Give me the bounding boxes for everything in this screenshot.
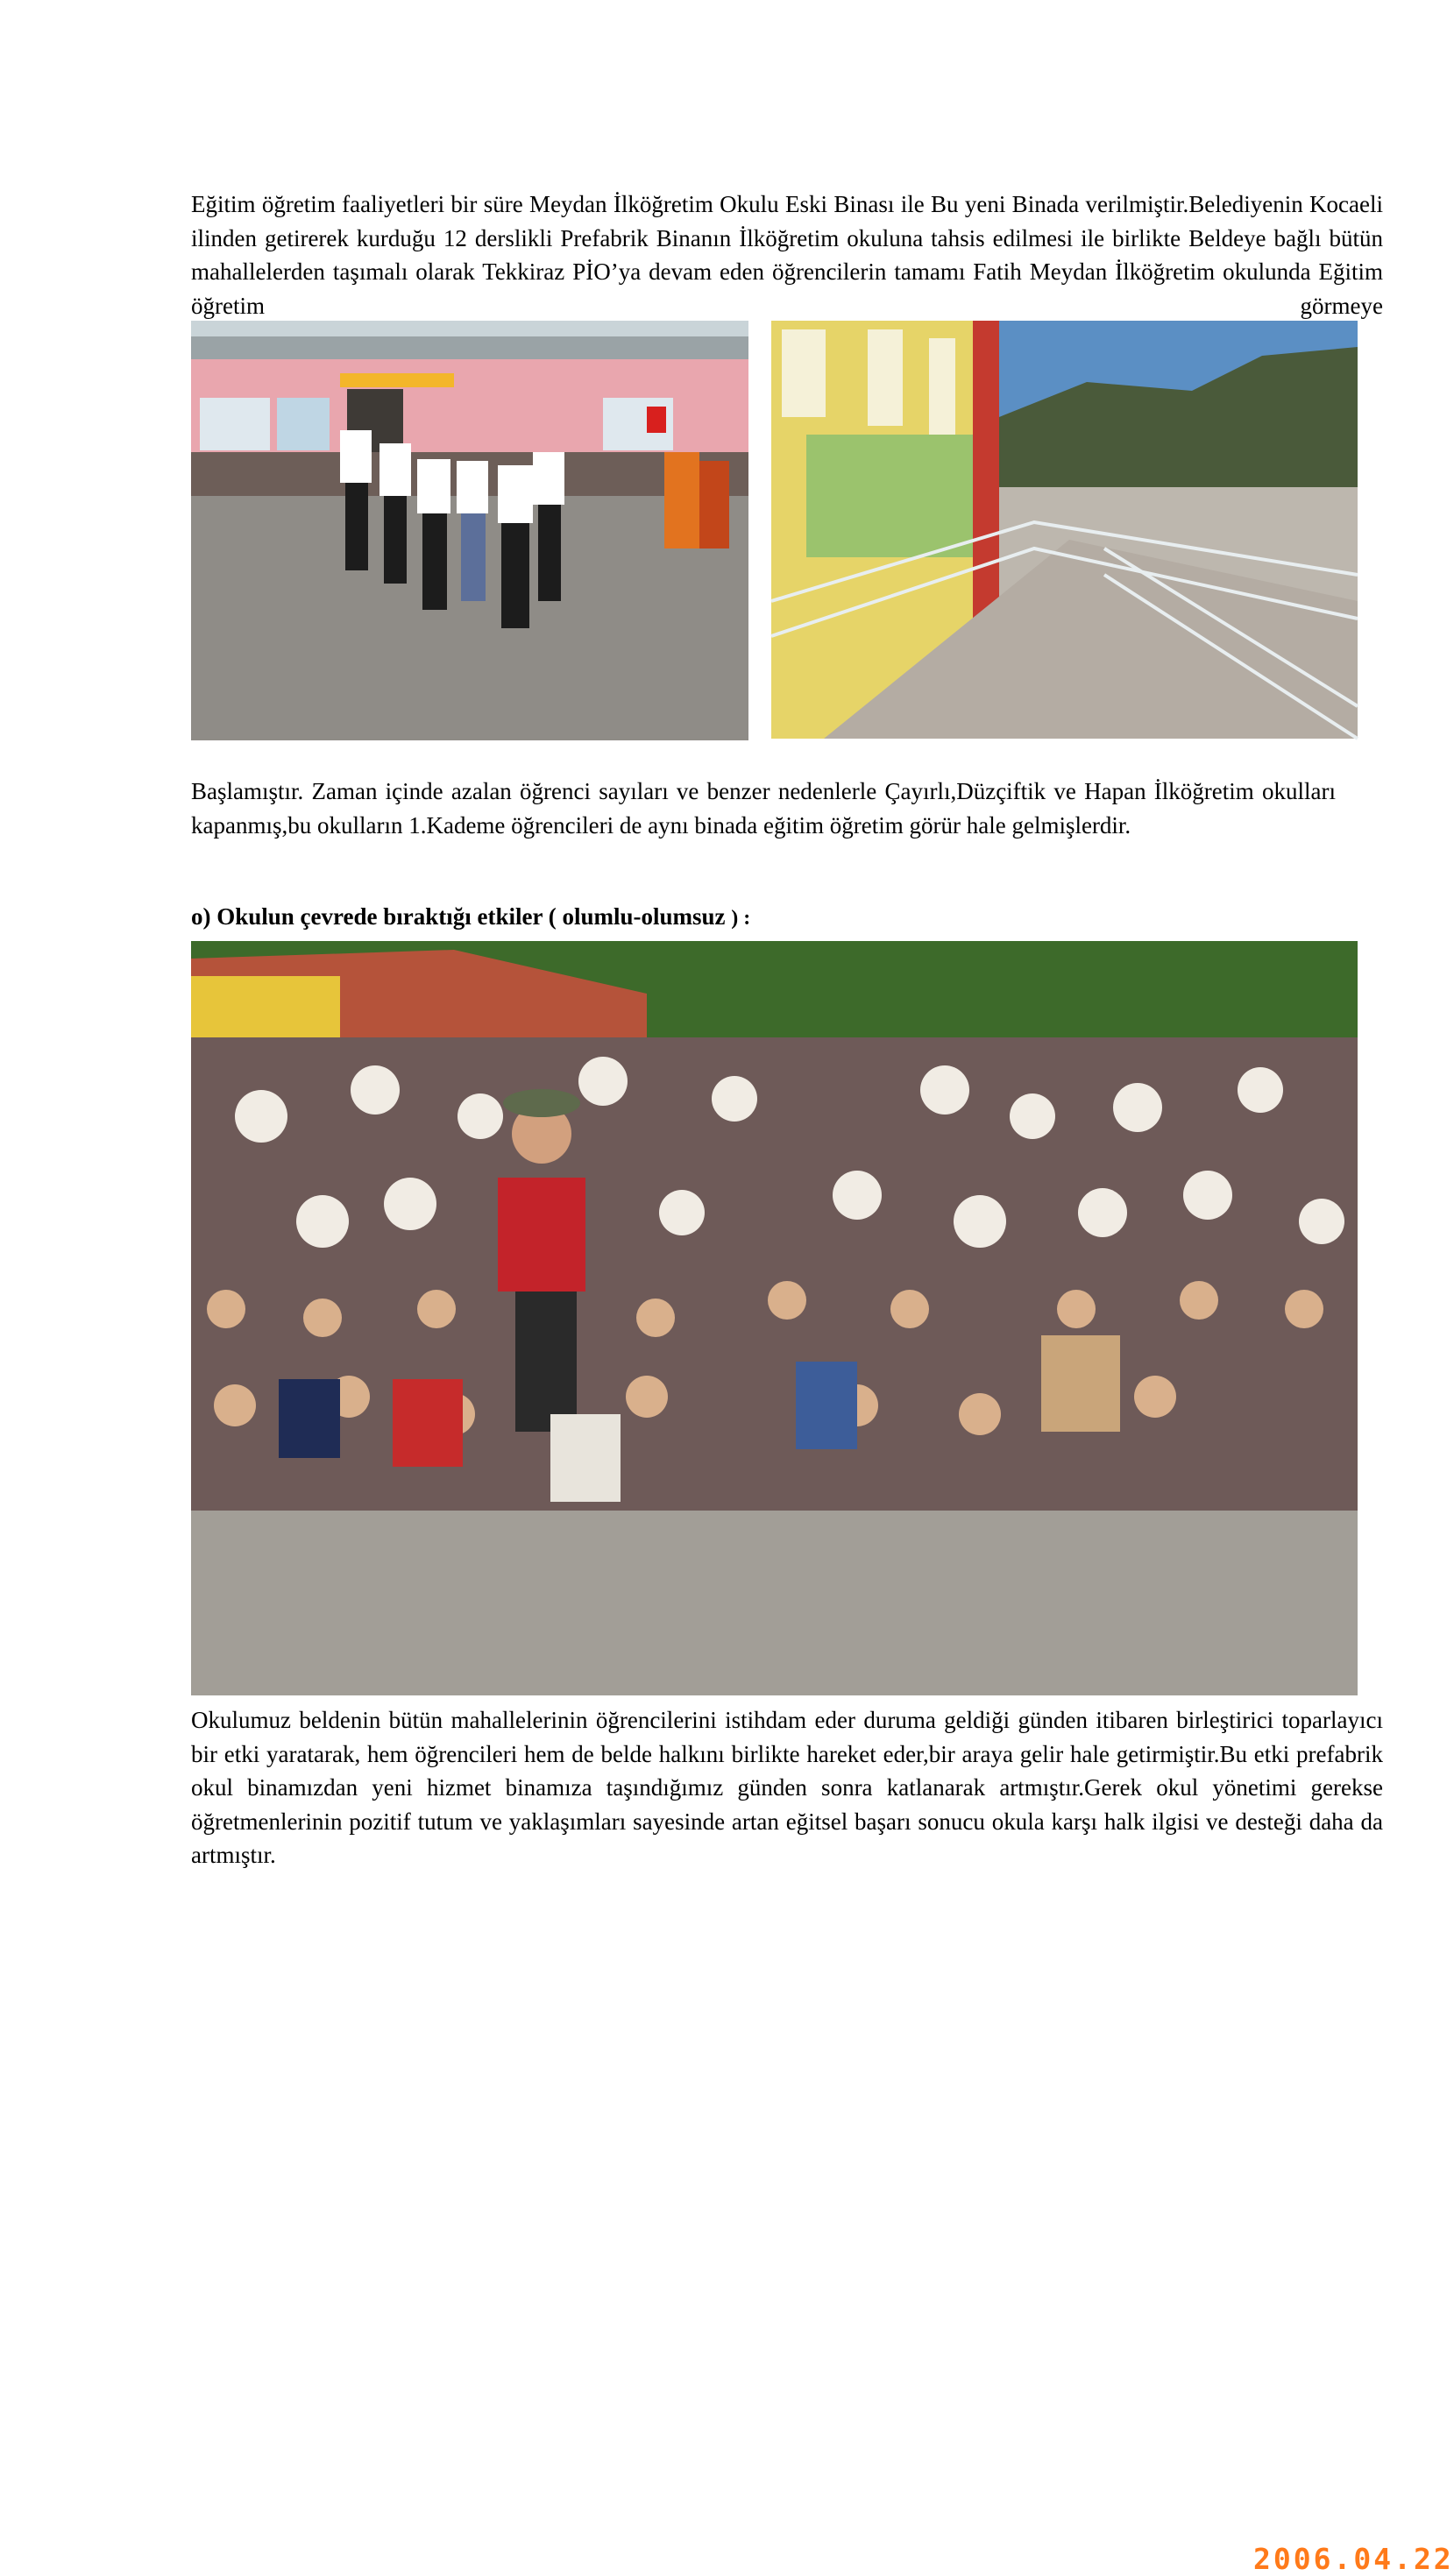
photo-school-ceremony <box>191 321 748 740</box>
paragraph-closures: Başlamıştır. Zaman içinde azalan öğrenci sayıları ve benzer nedenlerle Çayırlı,Düzçiftik ve Hapan İlköğretim okulları kapanmış,bu okulların 1.Kademe öğrencileri de aynı binada eğitim öğretim görür hale gelmişlerdir. <box>191 778 1336 839</box>
paragraph-effects: Okulumuz beldenin bütün mahallelerinin öğrencilerini istihdam eder duruma geldiği günden itibaren birleştirici toparlayıcı bir etki yaratarak, hem öğrencileri hem de belde halkını birlikte hareket eder,bir araya gelir hale getirmiştir.Bu etki prefabrik okul binamızdan yeni hizmet binamıza taşındığımız günden sonra katlanarak artmıştır.Gerek okul yönetimi gerekse öğretmenlerinin pozitif tutum ve yaklaşımları sayesinde artan eğitsel başarı sonucu okula karşı halk ilgisi ve desteği daha da artmıştır. <box>191 1707 1383 1868</box>
section-heading <box>191 903 750 931</box>
section-heading-text: o) Okulun çevrede bıraktığı etkiler ( olumlu-olumsuz <box>191 903 726 930</box>
paragraph-intro: Eğitim öğretim faaliyetleri bir süre Meydan İlköğretim Okulu Eski Binası ile Bu yeni Binada verilmiştir.Belediyenin Kocaeli ilinden getirerek kurduğu 12 derslikli Prefabrik Binanın İlköğretim okuluna tahsis edilmesi ile birlikte Beldeye bağlı bütün mahallelerden taşımalı olarak Tekkiraz PİO’ya devam eden öğrencilerin tamamı Fatih Meydan İlköğretim okulunda Eğitim öğretim görmeye <box>191 191 1383 319</box>
section-heading-close: ) : <box>731 907 751 930</box>
date-stamp: 2006.04.22 <box>1253 2542 1454 2576</box>
photo-school-ramp <box>771 321 1358 739</box>
